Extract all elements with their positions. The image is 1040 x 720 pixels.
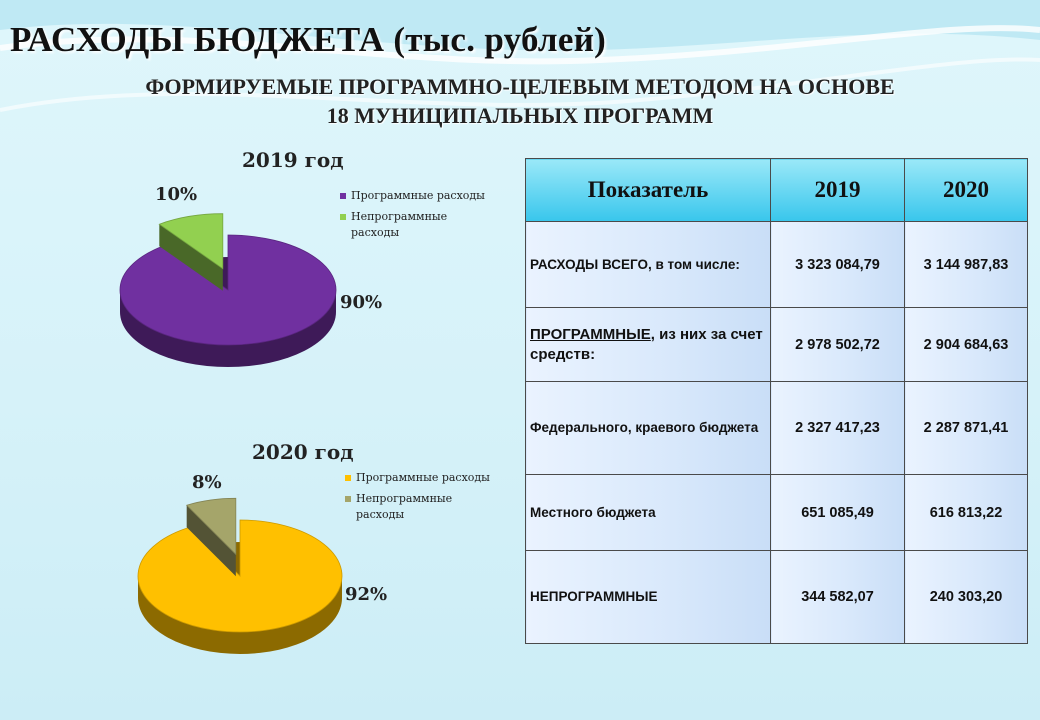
legend-swatch (340, 214, 346, 220)
cell-2019: 2 978 502,72 (771, 308, 905, 382)
cell-2019: 2 327 417,23 (771, 382, 905, 475)
pie-title-2019: 2019 год (242, 148, 344, 172)
pie-svg-2020 (0, 430, 520, 670)
table-row (526, 308, 1028, 382)
budget-table (525, 158, 1028, 644)
row-label-text: НЕПРОГРАММНЫЕ (530, 589, 658, 604)
table-row (526, 222, 1028, 308)
subtitle-line-1: ФОРМИРУЕМЫЕ ПРОГРАММНО-ЦЕЛЕВЫМ МЕТОДОМ НА ОСНОВЕ (145, 74, 895, 99)
row-label-tail: , из них за счет средств: (530, 325, 763, 363)
pie-label-large-2019: 90% (340, 292, 383, 313)
pie-label-small-2020: 8% (192, 472, 222, 493)
legend-2019 (340, 188, 515, 246)
pie-label-small-2019: 10% (155, 184, 198, 205)
legend-label: Непрограммные расходы (356, 492, 453, 521)
legend-item-programmnye-2020 (345, 470, 520, 486)
pie-slice-large-top (138, 520, 342, 632)
row-label-text: Местного бюджета (530, 504, 656, 520)
legend-swatch (340, 193, 346, 199)
legend-swatch (345, 496, 351, 502)
legend-label: Программные расходы (351, 189, 485, 202)
legend-item-neprogrammnye-2019 (340, 209, 515, 241)
pie-label-large-2020: 92% (345, 584, 388, 605)
legend-item-programmnye-2019 (340, 188, 515, 204)
cell-2019: 3 323 084,79 (771, 222, 905, 308)
row-label (526, 222, 771, 308)
cell-2020: 3 144 987,83 (905, 222, 1028, 308)
row-label (526, 475, 771, 551)
row-label-text: РАСХОДЫ ВСЕГО, в том числе: (530, 256, 740, 272)
cell-2020: 616 813,22 (905, 475, 1028, 551)
subtitle-line-2: 18 МУНИЦИПАЛЬНЫХ ПРОГРАММ (326, 103, 714, 128)
pie-chart-2019 (0, 140, 520, 380)
cell-2020: 2 287 871,41 (905, 382, 1028, 475)
legend-label: Непрограммные расходы (351, 210, 448, 239)
legend-2020 (345, 470, 520, 528)
column-header-indicator: Показатель (526, 159, 771, 222)
table-row (526, 551, 1028, 644)
pie-slice-large (120, 235, 336, 367)
cell-2019: 344 582,07 (771, 551, 905, 644)
page-title: РАСХОДЫ БЮДЖЕТА (тыс. рублей) (10, 20, 607, 59)
legend-label: Программные расходы (356, 471, 490, 484)
cell-2020: 240 303,20 (905, 551, 1028, 644)
legend-swatch (345, 475, 351, 481)
cell-2019: 651 085,49 (771, 475, 905, 551)
column-header-2019: 2019 (771, 159, 905, 222)
cell-2020: 2 904 684,63 (905, 308, 1028, 382)
pie-svg-2019 (0, 140, 520, 380)
table-row (526, 382, 1028, 475)
row-label (526, 308, 771, 382)
pie-slice-large (138, 520, 342, 654)
pie-chart-2020 (0, 430, 520, 670)
column-header-2020: 2020 (905, 159, 1028, 222)
table-header-row (526, 159, 1028, 222)
table-row (526, 475, 1028, 551)
row-label (526, 551, 771, 644)
pie-slice-large-top (120, 235, 336, 345)
page-subtitle (40, 72, 1000, 130)
legend-item-neprogrammnye-2020 (345, 491, 520, 523)
pie-title-2020: 2020 год (252, 440, 354, 464)
row-label (526, 382, 771, 475)
row-label-text: ПРОГРАММНЫЕ (530, 325, 651, 343)
row-label-text: Федерального, краевого бюджета (530, 420, 759, 435)
